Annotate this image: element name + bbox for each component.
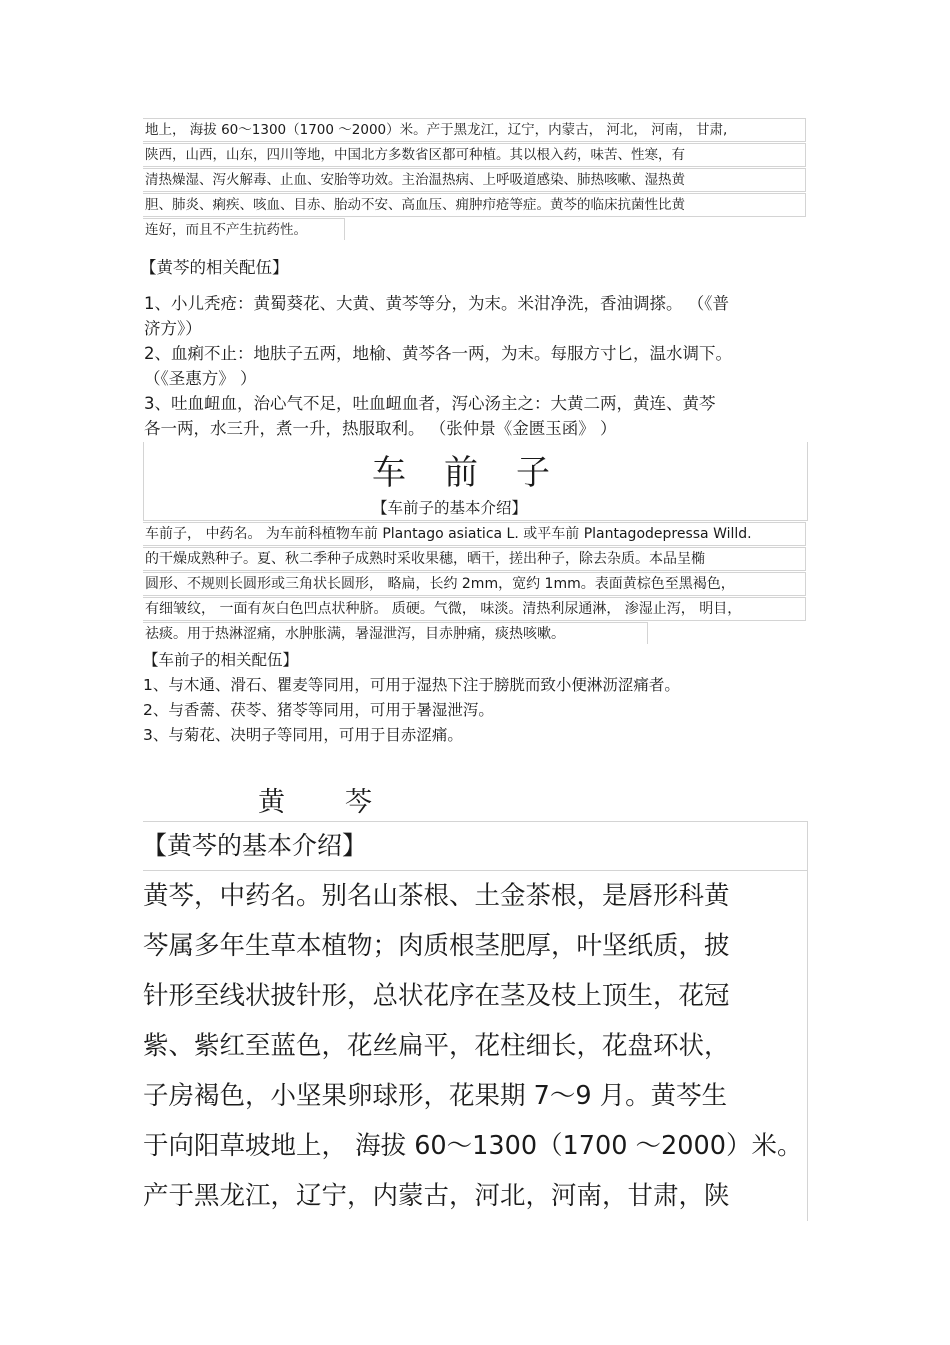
intro-line: 有细皱纹， 一面有灰白色凹点状种脐。 质硬。气微， 味淡。清热利尿通淋， 渗湿止泻， 明目， (145, 601, 742, 617)
pairing-line: 济方》） (144, 319, 202, 338)
pairing-line: 1、小儿秃疮：黄蜀葵花、大黄、黄芩等分，为末。米泔净洗，香油调搽。 （《普 (144, 294, 729, 313)
pairing-line: 各一两，水三升，煮一升，热服取利。 （张仲景《金匮玉函》 ） (144, 419, 617, 438)
section-heading: 【车前子的相关配伍】 (143, 651, 299, 669)
subheading: 【黄芩的基本介绍】 (142, 831, 368, 860)
intro-line: 产于黑龙江，辽宁，内蒙古，河北，河南，甘肃，陕 (143, 1181, 730, 1211)
pairing-line: 1、与木通、滑石、瞿麦等同用，可用于湿热下注于膀胱而致小便淋沥涩痛者。 (143, 676, 680, 694)
pairing-line: 2、与香薷、茯苓、猪苓等同用，可用于暑湿泄泻。 (143, 701, 494, 719)
intro-line: 车前子， 中药名。 为车前科植物车前 Plantago asiatica L. 或平车前 Plantagodepressa Willd. (145, 526, 752, 542)
intro-line: 的干燥成熟种子。夏、秋二季种子成熟时采收果穗，晒干，搓出种子，除去杂质。本品呈椭 (145, 551, 705, 567)
intro-line: 圆形、不规则长圆形或三角状长圆形， 略扁，长约 2mm，宽约 1mm。表面黄棕色至黑褐色， (145, 576, 735, 592)
page-title: 车前子 (372, 453, 588, 493)
pairing-line: （《圣惠方》 ） (144, 369, 257, 388)
pairing-line: 2、血痢不止：地肤子五两，地榆、黄芩各一两，为末。每服方寸匕，温水调下。 (144, 344, 732, 363)
intro-line: 于向阳草坡地上， 海拔 60～1300（1700 ～2000）米。 (143, 1131, 803, 1161)
pairing-line: 3、吐血衄血，治心气不足，吐血衄血者，泻心汤主之：大黄二两，黄连、黄芩 (144, 394, 716, 413)
intro-line: 针形至线状披针形，总状花序在茎及枝上顶生，花冠 (143, 981, 730, 1011)
intro-line: 黄芩，中药名。别名山茶根、土金茶根，是唇形科黄 (143, 881, 730, 911)
intro-line: 祛痰。用于热淋涩痛，水肿胀满，暑湿泄泻，目赤肿痛，痰热咳嗽。 (145, 626, 565, 642)
pairing-line: 3、与菊花、决明子等同用，可用于目赤涩痛。 (143, 726, 463, 744)
intro-line: 地上， 海拔 60～1300（1700 ～2000）米。产于黑龙江，辽宁，内蒙古， 河北， 河南， 甘肃, (145, 122, 728, 138)
subheading: 【车前子的基本介绍】 (372, 499, 528, 517)
section-title: 黄芩 (258, 787, 432, 818)
intro-line: 陕西，山西，山东，四川等地，中国北方多数省区都可种植。其以根入药，味苦、性寒，有 (145, 147, 685, 163)
intro-line: 子房褐色，小坚果卵球形，花果期 7～9 月。黄芩生 (143, 1081, 728, 1111)
intro-line: 连好，而且不产生抗药性。 (145, 222, 307, 238)
intro-line: 紫、紫红至蓝色，花丝扁平，花柱细长，花盘环状， (143, 1031, 730, 1061)
section-heading: 【黄芩的相关配伍】 (140, 258, 289, 277)
intro-line: 胆、肺炎、痢疾、咳血、目赤、胎动不安、高血压、痈肿疖疮等症。黄芩的临床抗菌性比黄 (145, 197, 685, 213)
intro-line: 清热燥湿、泻火解毒、止血、安胎等功效。主治温热病、上呼吸道感染、肺热咳嗽、湿热黄 (145, 172, 685, 188)
intro-line: 芩属多年生草本植物；肉质根茎肥厚，叶坚纸质，披 (143, 931, 730, 961)
